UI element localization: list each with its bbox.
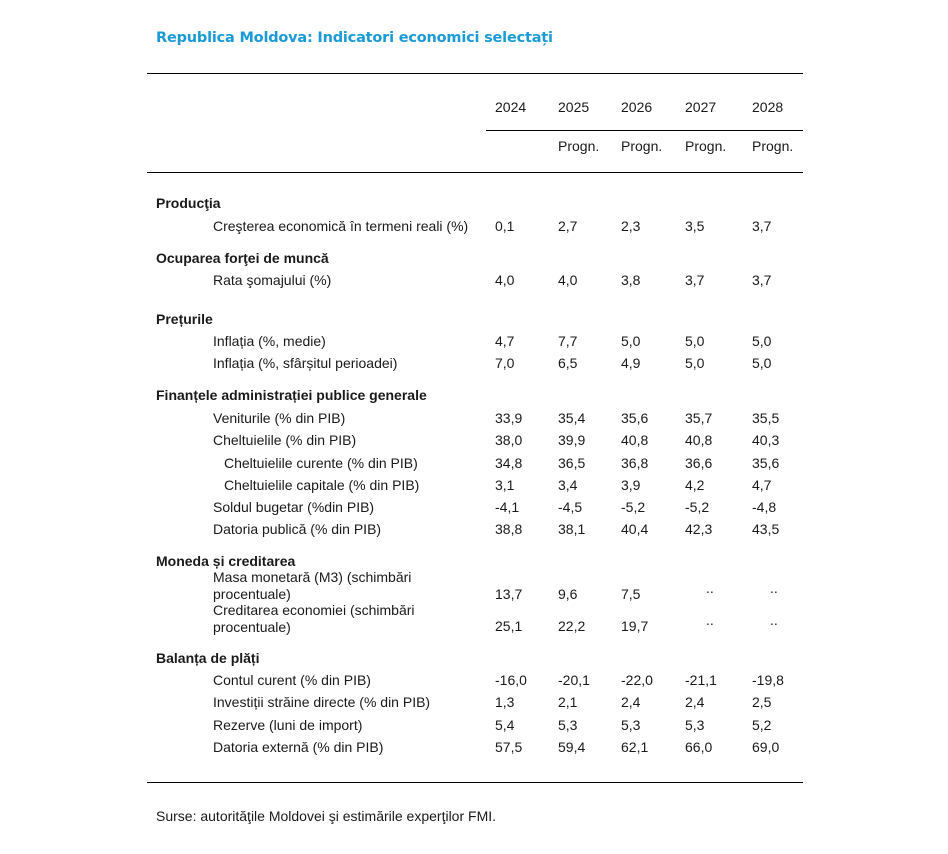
table-cell: 34,8: [495, 455, 523, 471]
source-note: Surse: autorităţile Moldovei şi estimările experţilor FMI.: [156, 808, 497, 824]
table-cell: 69,0: [752, 739, 780, 755]
table-cell: 2,4: [685, 694, 705, 710]
table-cell: 5,0: [752, 333, 772, 349]
table-cell: ..: [770, 580, 778, 596]
table-cell: 7,5: [621, 586, 641, 602]
column-subheader: Progn.: [621, 138, 663, 154]
table-cell: 3,5: [685, 218, 705, 234]
table-cell: 5,0: [685, 333, 705, 349]
table-cell: 22,2: [558, 618, 586, 634]
table-cell: 43,5: [752, 521, 780, 537]
table-cell: 62,1: [621, 739, 649, 755]
table-cell: 4,7: [495, 333, 515, 349]
table-cell: 5,3: [558, 717, 578, 733]
table-cell: 4,0: [495, 272, 515, 288]
column-header-year: 2027: [685, 99, 717, 115]
table-cell: -4,1: [495, 499, 520, 515]
table-cell: 35,6: [752, 455, 780, 471]
table-cell: 4,7: [752, 477, 772, 493]
table-cell: 40,4: [621, 521, 649, 537]
table-cell: 38,1: [558, 521, 586, 537]
row-label: Soldul bugetar (%din PIB): [213, 499, 375, 515]
column-subheader: Progn.: [752, 138, 794, 154]
header-divider-rule: [486, 130, 803, 131]
table-cell: 35,5: [752, 410, 780, 426]
table-cell: -20,1: [558, 672, 590, 688]
column-header-year: 2024: [495, 99, 527, 115]
table-cell: 59,4: [558, 739, 586, 755]
table-cell: 3,4: [558, 477, 578, 493]
table-cell: 9,6: [558, 586, 578, 602]
table-cell: 19,7: [621, 618, 649, 634]
table-cell: 1,3: [495, 694, 515, 710]
table-cell: 4,9: [621, 355, 641, 371]
column-header-year: 2026: [621, 99, 653, 115]
table-cell: 42,3: [685, 521, 713, 537]
table-cell: 3,8: [621, 272, 641, 288]
row-label: Datoria externă (% din PIB): [213, 739, 384, 755]
table-cell: -4,8: [752, 499, 777, 515]
table-cell: 5,2: [752, 717, 772, 733]
row-label: Cheltuielile (% din PIB): [213, 432, 357, 448]
table-cell: 7,7: [558, 333, 578, 349]
section-heading-moneda: Moneda și creditarea: [156, 553, 296, 569]
table-cell: 2,5: [752, 694, 772, 710]
bottom-rule: [147, 782, 803, 783]
section-heading-ocuparea: Ocuparea forţei de muncă: [156, 250, 329, 266]
row-label: Investiții străine directe (% din PIB): [213, 694, 431, 710]
table-cell: 39,9: [558, 432, 586, 448]
table-cell: -5,2: [685, 499, 710, 515]
table-cell: 35,7: [685, 410, 713, 426]
section-heading-productia: Producţia: [156, 195, 221, 211]
table-cell: 3,7: [752, 272, 772, 288]
row-label: Inflația (%, sfârșitul perioadei): [213, 355, 398, 371]
table-cell: 38,8: [495, 521, 523, 537]
table-cell: 3,7: [685, 272, 705, 288]
column-subheader: Progn.: [558, 138, 600, 154]
table-cell: 5,3: [685, 717, 705, 733]
row-label: Cheltuielile curente (% din PIB): [224, 455, 418, 471]
table-cell: -19,8: [752, 672, 784, 688]
table-cell: -16,0: [495, 672, 527, 688]
table-cell: 5,0: [685, 355, 705, 371]
table-cell: 36,6: [685, 455, 713, 471]
table-cell: 2,1: [558, 694, 578, 710]
top-rule: [147, 73, 803, 74]
table-cell: 25,1: [495, 618, 523, 634]
table-cell: -4,5: [558, 499, 583, 515]
table-cell: 33,9: [495, 410, 523, 426]
table-cell: 36,8: [621, 455, 649, 471]
table-cell: 5,4: [495, 717, 515, 733]
table-cell: 40,8: [685, 432, 713, 448]
table-cell: ..: [706, 580, 714, 596]
table-cell: 5,3: [621, 717, 641, 733]
table-cell: 4,0: [558, 272, 578, 288]
table-cell: 2,7: [558, 218, 578, 234]
table-cell: -21,1: [685, 672, 717, 688]
row-label: Creditarea economiei (schimbări procentuale): [213, 602, 415, 635]
section-heading-finantele: Finanțele administrației publice generale: [156, 387, 427, 403]
row-label: Inflația (%, medie): [213, 333, 326, 349]
column-header-year: 2028: [752, 99, 784, 115]
table-cell: 13,7: [495, 586, 523, 602]
table-cell: 0,1: [495, 218, 515, 234]
table-cell: 40,3: [752, 432, 780, 448]
table-cell: 5,0: [621, 333, 641, 349]
table-cell: 4,2: [685, 477, 705, 493]
table-cell: 36,5: [558, 455, 586, 471]
row-label: Creşterea economică în termeni reali (%): [213, 218, 469, 234]
table-cell: 3,7: [752, 218, 772, 234]
table-cell: 6,5: [558, 355, 578, 371]
row-label: Rezerve (luni de import): [213, 717, 363, 733]
table-cell: 35,4: [558, 410, 586, 426]
table-cell: 35,6: [621, 410, 649, 426]
section-heading-preturile: Prețurile: [156, 311, 213, 327]
table-cell: 3,9: [621, 477, 641, 493]
table-title: Republica Moldova: Indicatori economici selectați: [156, 30, 553, 46]
table-cell: 5,0: [752, 355, 772, 371]
table-cell: 38,0: [495, 432, 523, 448]
row-label: Rata şomajului (%): [213, 272, 332, 288]
table-cell: 2,4: [621, 694, 641, 710]
header-bottom-rule: [147, 172, 803, 173]
table-cell: 2,3: [621, 218, 641, 234]
table-cell: 7,0: [495, 355, 515, 371]
table-cell: ..: [706, 612, 714, 628]
table-cell: ..: [770, 612, 778, 628]
column-header-year: 2025: [558, 99, 590, 115]
section-heading-balanta: Balanța de plăți: [156, 650, 260, 666]
row-label: Masa monetară (M3) (schimbări procentuale): [213, 569, 412, 602]
column-subheader: Progn.: [685, 138, 727, 154]
table-cell: 3,1: [495, 477, 515, 493]
row-label: Cheltuielile capitale (% din PIB): [224, 477, 420, 493]
table-cell: 66,0: [685, 739, 713, 755]
table-cell: -22,0: [621, 672, 653, 688]
table-cell: -5,2: [621, 499, 646, 515]
row-label: Veniturile (% din PIB): [213, 410, 346, 426]
row-label: Datoria publică (% din PIB): [213, 521, 382, 537]
row-label: Contul curent (% din PIB): [213, 672, 371, 688]
table-cell: 40,8: [621, 432, 649, 448]
table-cell: 57,5: [495, 739, 523, 755]
